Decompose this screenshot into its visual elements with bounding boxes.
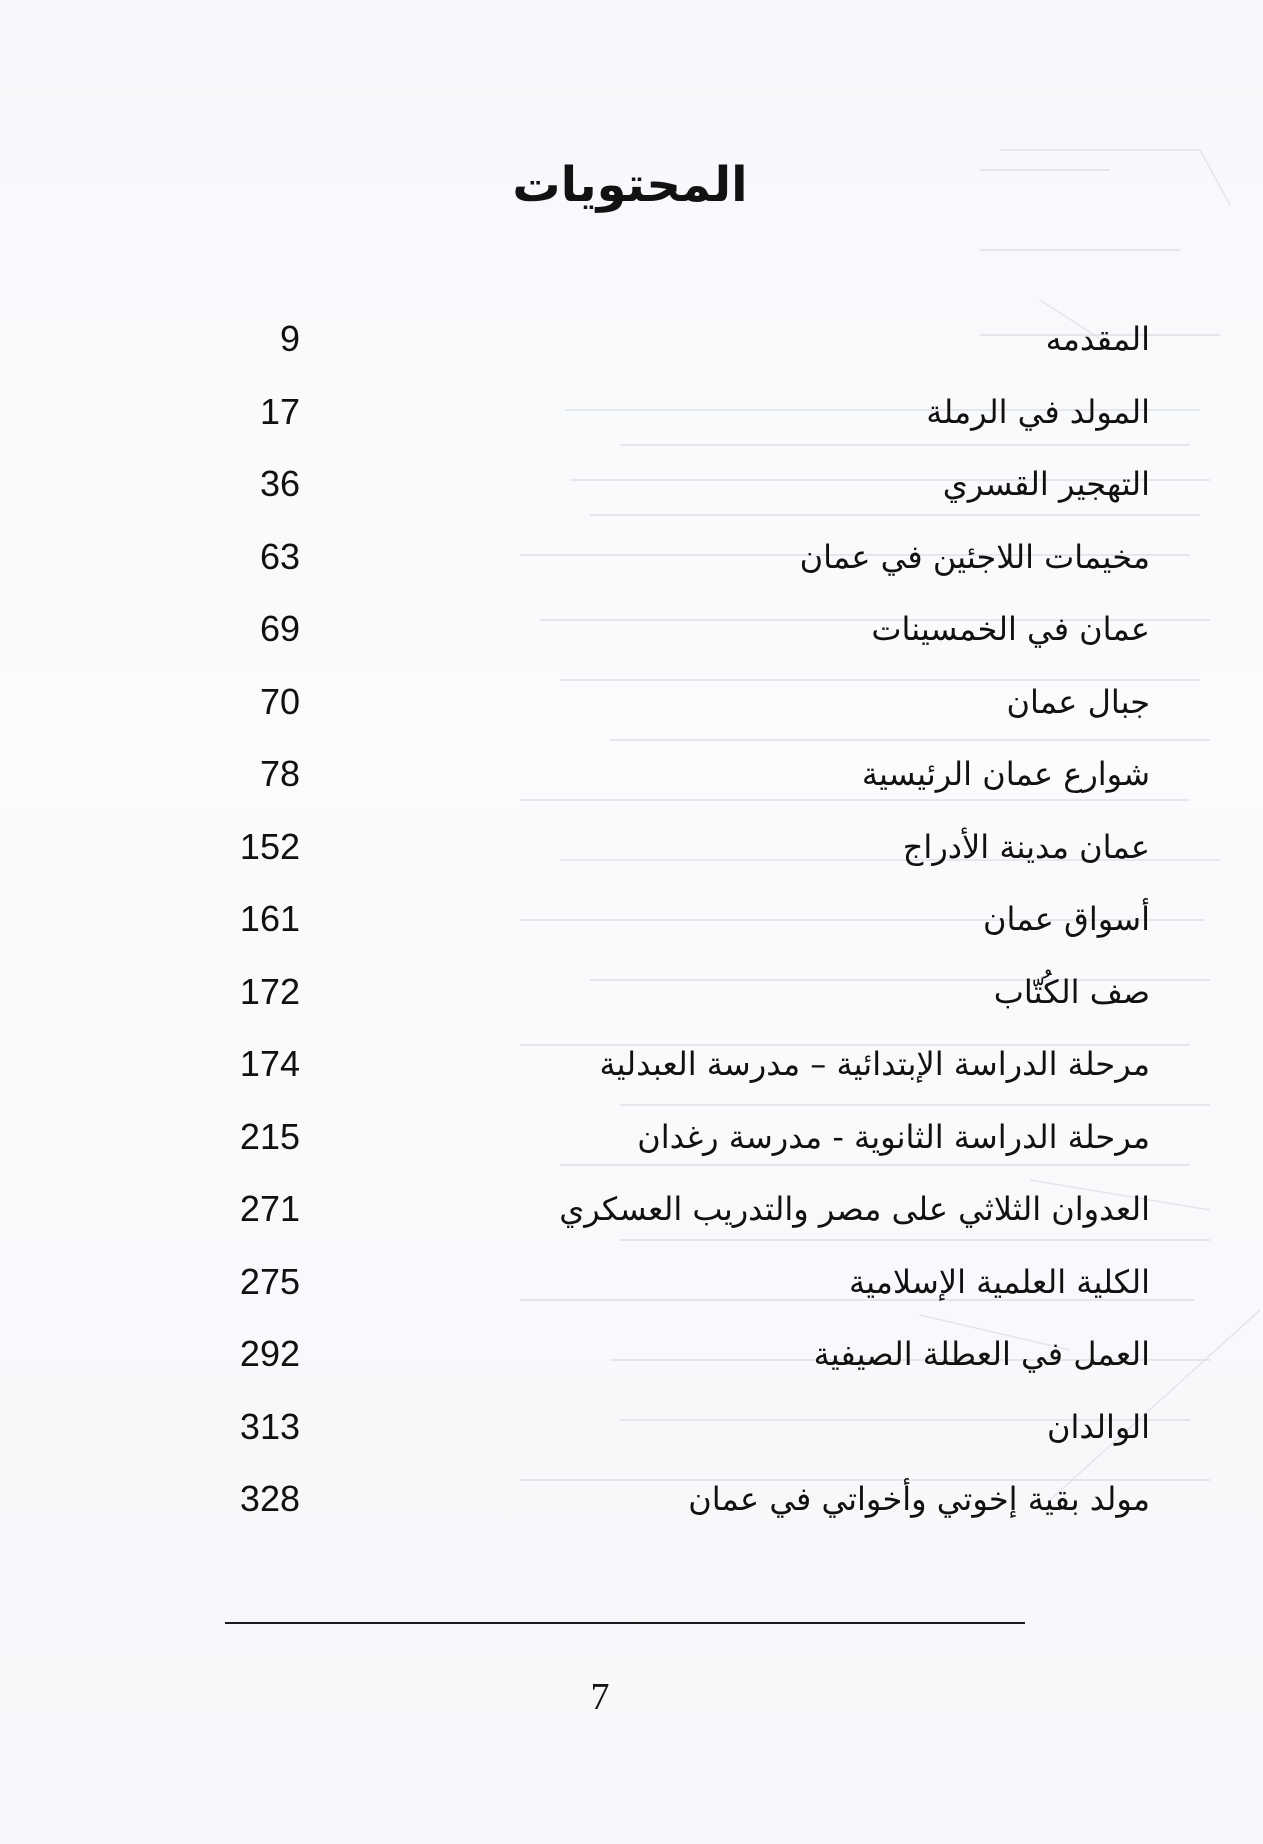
footer-rule (225, 1622, 1025, 1624)
toc-entry-page: 9 (279, 318, 300, 359)
toc-entry-title: عمان مدينة الأدراج (902, 827, 1150, 866)
toc-entry (160, 818, 1150, 891)
toc-entry-title: العمل في العطلة الصيفية (813, 1335, 1150, 1373)
toc-entry (160, 1035, 1150, 1108)
toc-entry-page: 17 (259, 390, 300, 432)
toc-entry-page: 36 (259, 463, 300, 504)
toc-entry-title: صف الكُتّاب (993, 972, 1150, 1011)
toc-entry-page: 275 (239, 1260, 300, 1302)
toc-entry-title: مرحلة الدراسة الثانوية - مدرسة رغدان (637, 1117, 1150, 1156)
toc-entry (160, 890, 1150, 963)
toc-entry-page: 78 (259, 753, 300, 794)
toc-entry-title: العدوان الثلاثي على مصر والتدريب العسكري (559, 1190, 1150, 1228)
toc-entry (160, 745, 1150, 818)
toc-entry-title: مولد بقية إخوتي وأخواتي في عمان (688, 1480, 1150, 1518)
toc-entry-title: الكلية العلمية الإسلامية (848, 1262, 1150, 1301)
contents-title: المحتويات (512, 157, 748, 213)
toc-entry-page: 152 (239, 825, 300, 867)
toc-entry-title: مخيمات اللاجئين في عمان (799, 537, 1150, 576)
toc-entry-page: 328 (239, 1478, 300, 1519)
toc-entry (160, 1253, 1150, 1326)
toc-entry (160, 673, 1150, 746)
toc-entry-page: 172 (239, 970, 300, 1012)
page-number: 7 (590, 1676, 610, 1718)
toc-entry-page: 174 (239, 1043, 300, 1084)
toc-entry-page: 161 (239, 898, 300, 939)
toc-entry-page: 69 (259, 608, 300, 649)
toc-entry-title: المقدمه (1045, 320, 1150, 358)
toc-entry-title: الوالدان (1047, 1407, 1150, 1446)
toc-entry-title: جبال عمان (1006, 682, 1150, 721)
toc-entry-page: 271 (239, 1188, 300, 1229)
toc-entry (160, 1325, 1150, 1398)
toc-entry-title: مرحلة الدراسة الإبتدائية – مدرسة العبدلية (599, 1045, 1150, 1083)
toc-entry-page: 70 (259, 680, 300, 722)
toc-entry-page: 215 (239, 1115, 300, 1157)
toc-entry (160, 1398, 1150, 1471)
toc-entry (160, 310, 1150, 383)
toc-entry (160, 600, 1150, 673)
toc-entry (160, 455, 1150, 528)
toc-entry-title: عمان في الخمسينات (871, 610, 1150, 648)
toc-entry-page: 63 (259, 535, 300, 577)
toc-entry-title: أسواق عمان (983, 900, 1150, 938)
toc-entry-title: شوارع عمان الرئيسية (861, 755, 1150, 793)
toc-entry (160, 383, 1150, 456)
toc-entry-title: التهجير القسري (942, 465, 1150, 503)
toc-entry (160, 1180, 1150, 1253)
toc-entry (160, 963, 1150, 1036)
toc-entry-page: 313 (239, 1405, 300, 1447)
toc-entry-title: المولد في الرملة (926, 392, 1150, 431)
toc-entry (160, 1470, 1150, 1543)
toc-entry (160, 528, 1150, 601)
toc-entry (160, 1108, 1150, 1181)
toc-entry-page: 292 (239, 1333, 300, 1374)
table-of-contents (160, 310, 1150, 1540)
